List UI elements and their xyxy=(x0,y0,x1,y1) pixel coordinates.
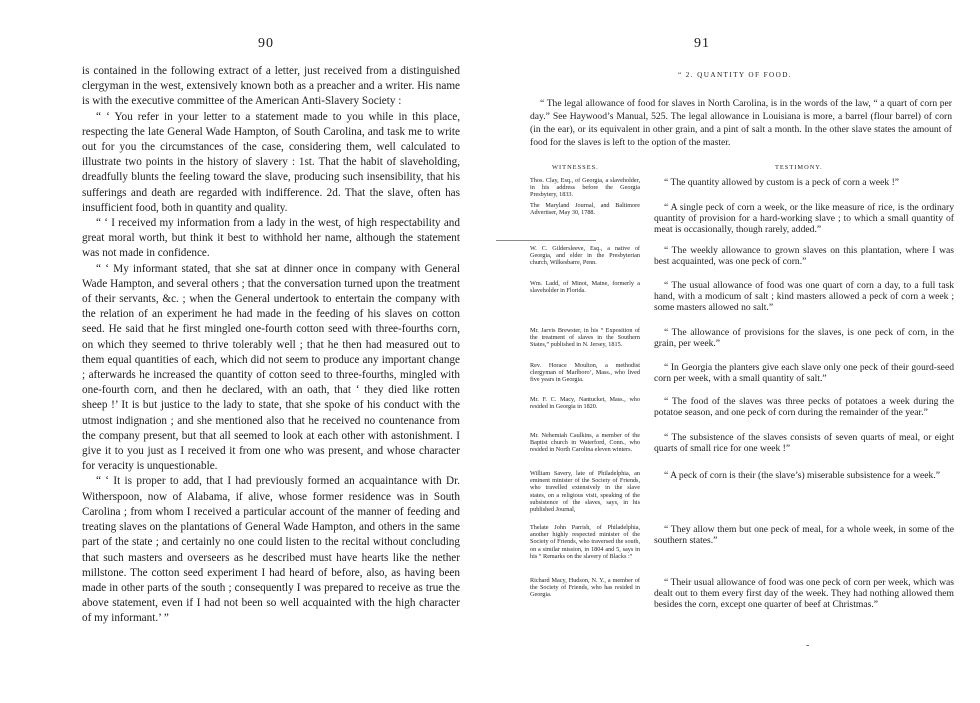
witness-entry: Mr. F. C. Macy, Nantucket, Mass., who resided in Georgia in 1820. xyxy=(530,396,640,411)
witness-entry: Richard Macy, Hudson, N. Y., a member of the Society of Friends, who has resided in Georgia. xyxy=(530,577,640,599)
witness-entry: Thelate John Parrish, of Philadelphia, another highly respected minister of the Society of Friends, who traversed the south, on a similar mission, in 1804 and 5, says in his “ Remarks on the slavery of Blacks :” xyxy=(530,524,640,560)
row-divider xyxy=(496,240,596,241)
witness-entry: William Savery, late of Philadelphia, an eminent minister of the Society of Friends, who travelled extensively in the slave states, on a religious visit, speaking of the subsistence of the slaves, says, in his published Journal, xyxy=(530,470,640,514)
witness-entry: Mr. Jarvis Brewster, in his “ Exposition of the treatment of slaves in the Southern States,” published in N. Jersey, 1815. xyxy=(530,327,640,349)
testimony-entry: “ The subsistence of the slaves consists of seven quarts of meal, or eight quarts of small rice for one week !” xyxy=(654,432,954,455)
paragraph: is contained in the following extract of a letter, just received from a distinguished clergyman in the west, extensively known both as a preacher and a writer. His name is with the executive committee of the American Anti-Slavery Society : xyxy=(82,65,460,108)
intro-text: “ The legal allowance of food for slaves in North Carolina, is in the words of the law, “ a quart of corn per day.” See Haywood’s Manual, 525. The legal allowance in Louisiana is more, a barrel (flour barrel) of corn (in the ear), or its equivalent in other grain, and a pint of salt a month. In the other slave states the amount of food for the slaves is left to the option of the master. xyxy=(530,98,952,148)
testimony-entry: “ The quantity allowed by custom is a peck of corn a week !” xyxy=(664,177,900,188)
paragraph: “ ‘ You refer in your letter to a statement made to you while in this place, respecting the late General Wade Hampton, of South Carolina, and task me to write out for you the circumstances of the case, considering them, well calculated to illustrate two points in the history of slavery : 1st. That the habit of slaveholding, dreadfully blunts the feeling toward the slave, producing such insensibility, that his sufferings and death are regarded with indifference. 2d. That the slave, often has insufficient food, both in quantity and quality. xyxy=(82,110,460,214)
testimony-entry: “ The allowance of provisions for the slaves, is one peck of corn, in the grain, per week.” xyxy=(654,327,954,350)
paragraph: “ ‘ I received my information from a lady in the west, of high respectability and great moral worth, but think it best to withhold her name, although the statement was not made in confidence. xyxy=(82,217,460,260)
testimony-entry: “ The weekly allowance to grown slaves on this plantation, where I was best acquainted, was one peck of corn.” xyxy=(654,245,954,268)
left-page-body xyxy=(82,64,460,627)
paragraph: “ ‘ It is proper to add, that I had previously formed an acquaintance with Dr. Witherspoon, now of Alabama, if alive, whose former residence was in South Carolina ; from whom I received a particular account of the manner of feeding and treating slaves on the plantations of General Wade Hampton, and others in the same part of the state ; and certainly no one could listen to the recital without concluding that such masters and overseers as he described must have hearts like the nether millstone. The cotton seed experiment I had heard of before, also, as having been made in other parts of the south ; consequently I was prepared to receive as true the above statement, even if I had not been so well acquainted with the high character of my informant.’ ” xyxy=(82,475,460,625)
testimony-entry: “ Their usual allowance of food was one peck of corn per week, which was dealt out to them every first day of the week. They had nothing allowed them besides the corn, except one quarter of beef at Christmas.” xyxy=(654,577,954,611)
witness-entry: The Maryland Journal, and Baltimore Advertiser, May 30, 1788. xyxy=(530,202,640,217)
witness-entry: Mr. Nehemiah Caulkins, a member of the Baptist church in Waterford, Conn., who resided in North Carolina eleven winters. xyxy=(530,432,640,454)
testimony-heading: TESTIMONY. xyxy=(775,164,823,171)
witness-entry: Rev. Horace Moulton, a methodist clergyman of Marlboro’, Mass., who lived five years in Georgia. xyxy=(530,362,640,384)
section-heading: “ 2. QUANTITY OF FOOD. xyxy=(678,71,792,79)
witness-entry: W. C. Gildersleeve, Esq., a native of Georgia, and elder in the Presbyterian church, Wilkesbarre, Penn. xyxy=(530,245,640,267)
testimony-entry: “ They allow them but one peck of meal, for a whole week, in some of the southern states.” xyxy=(654,524,954,547)
intro-paragraph xyxy=(530,97,952,149)
testimony-entry: “ A single peck of corn a week, or the like measure of rice, is the ordinary quantity of provision for a hard-working slave ; to which a small quantity of meat is occasionally, though rarely, added.” xyxy=(654,202,954,236)
paragraph: “ ‘ My informant stated, that she sat at dinner once in company with General Wade Hampton, and several others ; that the conversation turned upon the treatment of their servants, &c. ; when the General undertook to entertain the company with the relation of an experiment he had made in the feeding of his slaves on cotton seed. He said that he first mingled one-fourth cotton seed with three-fourths corn, on which they seemed to thrive tolerably well ; that he then had measured out to them equal quantities of each, which did not seem to produce any important change ; afterwards he increased the quantity of cotton seed to three-fourths, mingled with one-fourth corn, and then he declared, with an oath, that ‘ they died like rotten sheep !’ It is but justice to the lady to state, that she spoke of his conduct with the utmost indignation ; and she mentioned also that he received no countenance from the company present, but that all seemed to look at each other with astonishment. I give it to you just as I received it from one who was present, and whose character for veracity is unquestionable. xyxy=(82,262,460,473)
testimony-entry: “ The food of the slaves was three pecks of potatoes a week during the potatoe season, and one peck of corn during the remainder of the year.” xyxy=(654,396,954,419)
witness-entry: Thos. Clay, Esq., of Georgia, a slaveholder, in his address before the Georgia Presbytery, 1833. xyxy=(530,177,640,199)
page-number-right: 91 xyxy=(694,36,710,51)
testimony-entry: “ In Georgia the planters give each slave only one peck of their gourd-seed corn per week, with a small quantity of salt.” xyxy=(654,362,954,385)
witnesses-heading: WITNESSES. xyxy=(552,164,599,171)
right-page xyxy=(490,0,980,703)
testimony-entry: “ A peck of corn is their (the slave’s) miserable subsistence for a week.” xyxy=(664,470,940,481)
witness-entry: Wm. Ladd, of Minot, Maine, formerly a slaveholder in Florida. xyxy=(530,280,640,295)
page-number-left: 90 xyxy=(258,36,274,51)
testimony-entry: “ The usual allowance of food was one quart of corn a day, to a full task hand, with a modicum of salt ; kind masters allowed a peck of corn a week ; some masters allowed no salt.” xyxy=(654,280,954,314)
print-speck: - xyxy=(806,640,810,651)
